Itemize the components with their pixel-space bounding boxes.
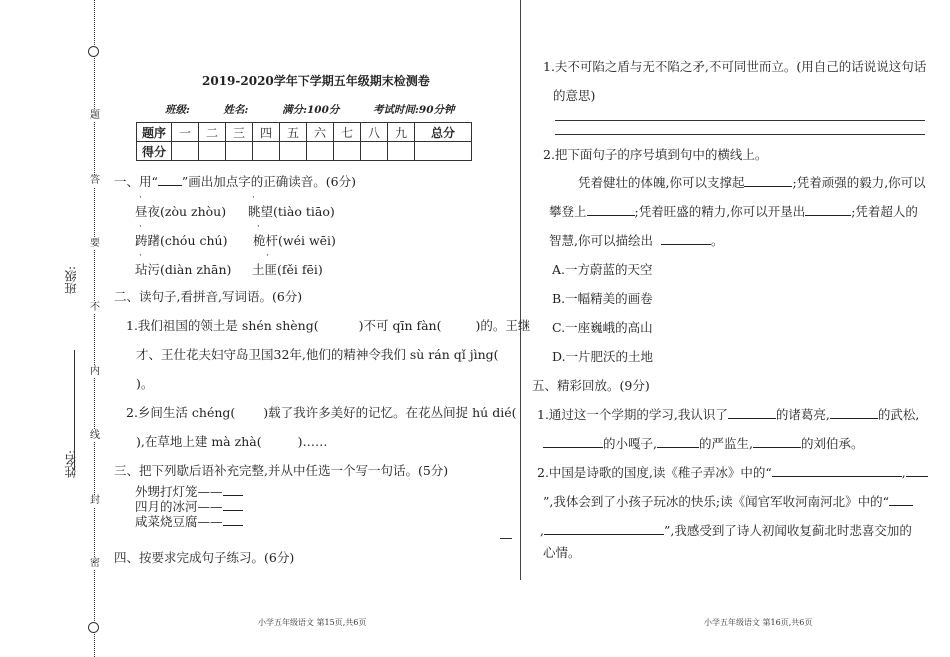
name-label: 姓名:	[64, 450, 78, 479]
s5-line: 的小嘎子, 的严监生, 的刘伯承。	[543, 434, 863, 452]
total-label: 总分	[415, 123, 472, 142]
col-label: 四	[253, 123, 280, 142]
s5-line: 1.通过这一个学期的学习,我认识了 的诸葛亮, 的武松,	[537, 407, 920, 422]
col-label: 八	[361, 123, 388, 142]
score-cell[interactable]	[388, 142, 415, 161]
score-label: 得分	[137, 142, 172, 161]
score-table	[136, 122, 472, 161]
s2-line: 2.乡间生活 chéng( )载了我许多美好的记忆。在花丛间捉 hú dié(	[126, 405, 517, 420]
pinyin-item: 眺望(tiào tiāo)	[248, 204, 335, 219]
header-label: 题序	[137, 123, 172, 142]
pinyin-item: 土匪(fěi fēi)	[252, 262, 323, 277]
exam-info	[165, 102, 455, 117]
answer-line[interactable]	[555, 134, 925, 135]
score-cell[interactable]	[361, 142, 388, 161]
s5-line: 2.中国是诗歌的国度,读《稚子弄冰》中的“ ,	[537, 463, 928, 481]
emphasis-dot: ·	[257, 222, 260, 232]
q1-line: 1.夫不可陷之盾与无不陷之矛,不可同世而立。(用自己的话说说这句话	[543, 59, 927, 74]
col-label: 一	[172, 123, 199, 142]
col-label: 六	[307, 123, 334, 142]
pinyin-item: 玷污(diàn zhān)	[135, 262, 232, 277]
score-cell[interactable]	[334, 142, 361, 161]
section-4-heading: 四、按要求完成句子练习。(6分)	[114, 550, 295, 565]
col-label: 九	[388, 123, 415, 142]
q2-line: 攀登上 ;凭着旺盛的精力,你可以开垦出 ;凭着超人的	[549, 204, 918, 219]
margin-marker: 内	[90, 366, 100, 377]
margin-marker: 封	[90, 495, 100, 506]
section-5-heading: 五、精彩回放。(9分)	[532, 378, 650, 393]
s2-line: 1.我们祖国的领土是 shén shèng( )不可 qīn fàn( )的。王继	[126, 318, 531, 333]
option-item: B.一幅精美的画卷	[552, 291, 653, 306]
answer-line[interactable]	[500, 538, 512, 539]
score-cell[interactable]	[172, 142, 199, 161]
pinyin-item: 昼夜(zòu zhòu)	[135, 204, 227, 219]
answer-line[interactable]	[555, 120, 925, 121]
col-label: 三	[226, 123, 253, 142]
s5-line: , ”,我感受到了诗人初闻收复蓟北时悲喜交加的	[540, 523, 912, 538]
emphasis-dot: ·	[139, 193, 142, 203]
score-cell[interactable]	[280, 142, 307, 161]
section-3-heading: 三、把下列歇后语补充完整,并从中任选一个写一句话。(5分)	[114, 463, 449, 478]
score-cell[interactable]	[253, 142, 280, 161]
score-cell[interactable]	[307, 142, 334, 161]
margin-marker: 要	[90, 238, 100, 249]
emphasis-dot: ·	[139, 251, 142, 261]
score-cell[interactable]	[226, 142, 253, 161]
q2-line: 智慧,你可以描绘出 。	[549, 233, 724, 248]
class-field: 班级:	[165, 104, 190, 116]
s5-line: ”,我体会到了小孩子玩冰的快乐;读《闻官军收河南河北》中的“	[543, 492, 913, 510]
q2-line: 2.把下面句子的序号填到句中的横线上。	[543, 147, 768, 162]
q1-line: 的意思)	[553, 88, 596, 103]
margin-marker: 线	[90, 430, 100, 441]
s2-line: 才、王仕花夫妇守岛卫国32年,他们的精神令我们 sù rán qǐ jìng(	[136, 347, 499, 362]
emphasis-dot: ·	[266, 251, 269, 261]
option-item: D.一片肥沃的土地	[552, 349, 654, 364]
page-divider	[520, 0, 521, 580]
emphasis-dot: ·	[139, 222, 142, 232]
col-label: 七	[334, 123, 361, 142]
section-2-heading: 二、读句子,看拼音,写词语。(6分)	[114, 289, 303, 304]
pinyin-item: 踌躇(chóu chú)	[135, 233, 228, 248]
score-cell[interactable]	[415, 142, 472, 161]
binding-hole	[88, 622, 99, 633]
section-1-heading: 一、用“ ”画出加点字的正确读音。(6分)	[114, 174, 356, 189]
margin-marker: 答	[90, 175, 100, 186]
col-label: 五	[280, 123, 307, 142]
margin-marker: 密	[90, 558, 100, 569]
full-score: 满分:100分	[282, 104, 340, 116]
option-item: C.一座巍峨的高山	[552, 320, 653, 335]
page-footer: 小学五年级语文 第15页,共6页	[258, 618, 367, 627]
q2-line: 凭着健壮的体魄,你可以支撑起 ;凭着顽强的毅力,你可以	[578, 175, 926, 190]
xiehouyu-item: 咸菜烧豆腐——	[135, 514, 243, 529]
xiehouyu-item: 四月的冰河——	[135, 499, 243, 514]
option-item: A.一方蔚蓝的天空	[552, 262, 653, 277]
xiehouyu-item: 外甥打灯笼——	[135, 484, 243, 499]
name-field: 姓名:	[223, 104, 249, 116]
margin-marker: 题	[90, 110, 100, 121]
binding-hole	[88, 46, 99, 57]
emphasis-dot: ·	[252, 193, 255, 203]
margin-marker: 不	[90, 302, 100, 313]
col-label: 二	[199, 123, 226, 142]
s2-line: ),在草地上建 mà zhà( )……	[136, 434, 328, 449]
page-footer: 小学五年级语文 第16页,共6页	[704, 618, 813, 627]
xiehouyu-list	[135, 484, 243, 529]
class-label: 班级:	[64, 266, 78, 295]
pinyin-item: 桅杆(wéi wēi)	[253, 233, 336, 248]
score-cell[interactable]	[199, 142, 226, 161]
exam-title: 2019-2020学年下学期五年级期末检测卷	[202, 74, 430, 88]
s5-line: 心情。	[543, 545, 581, 560]
s2-line: )。	[136, 376, 154, 391]
exam-time: 考试时间:90分钟	[373, 104, 455, 116]
